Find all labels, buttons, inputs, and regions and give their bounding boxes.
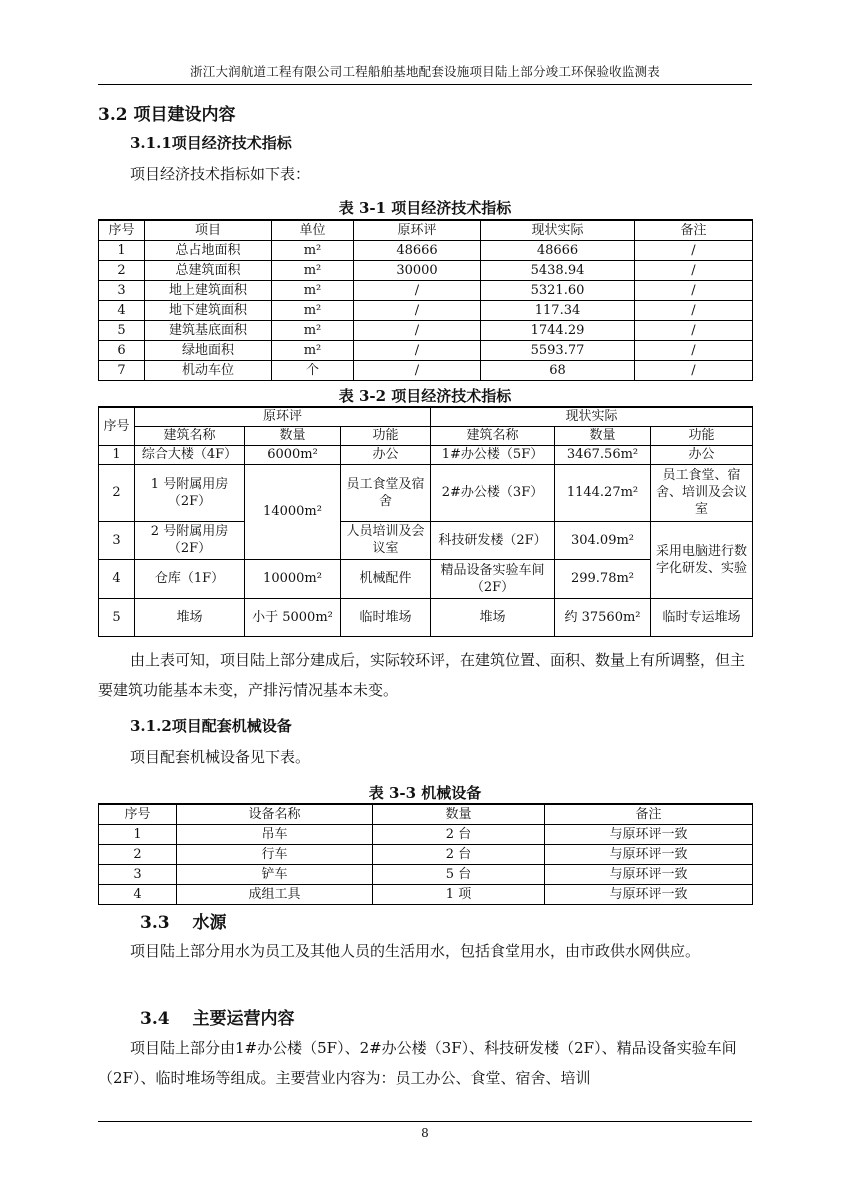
cell: 采用电脑进行数字化研发、实验 [651,521,753,598]
paragraph-after-table-3-2: 由上表可知，项目陆上部分建成后，实际较环评，在建筑位置、面积、数量上有所调整，但主要建筑功能基本未变，产排污情况基本未变。 [98,651,746,699]
cell: / [354,281,481,301]
table-header-cell: 单位 [272,220,354,241]
cell: 个 [272,361,354,381]
table-header-cell: 备注 [545,804,753,825]
table-3-3 [98,803,753,905]
section-3-1-2-title: 3.1.2项目配套机械设备 [130,717,292,735]
cell: 1144.27m² [555,464,651,521]
cell: 科技研发楼（2F） [431,521,555,559]
cell: m² [272,281,354,301]
table-row [99,261,753,281]
table-3-1-caption: 表 3-1 项目经济技术指标 [338,199,512,217]
table-row [99,521,753,559]
cell: 4 [99,301,145,321]
table-3-3-caption: 表 3-3 机械设备 [368,784,482,802]
cell: 1 [99,445,135,464]
table-row [99,825,753,845]
table-row [99,321,753,341]
subheader-cell: 功能 [651,426,753,445]
cell: / [635,261,753,281]
section-3-3-text: 项目陆上部分用水为员工及其他人员的生活用水，包括食堂用水，由市政供水网供应。 [130,942,701,960]
cell: 48666 [354,241,481,261]
subheader-cell: 功能 [341,426,431,445]
section-3-4-title: 3.4 主要运营内容 [140,1009,295,1029]
cell: 铲车 [177,865,373,885]
header-original: 原环评 [135,407,431,426]
table-row [99,445,753,464]
footer-rule [98,1121,752,1122]
subheader-cell: 数量 [555,426,651,445]
cell: 4 [99,885,177,905]
section-3-1-1-title: 3.1.1项目经济技术指标 [130,134,292,152]
cell: 2 [99,845,177,865]
subheader-cell: 建筑名称 [135,426,245,445]
table-row [99,845,753,865]
table-header-cell: 备注 [635,220,753,241]
cell: 1 项 [373,885,545,905]
cell: 7 [99,361,145,381]
cell: / [354,321,481,341]
cell: 综合大楼（4F） [135,445,245,464]
subheader-cell: 建筑名称 [431,426,555,445]
header-rule [98,84,752,85]
cell: / [635,341,753,361]
cell: 地下建筑面积 [145,301,272,321]
cell: / [354,341,481,361]
header-seq: 序号 [99,407,135,445]
table-header-cell: 项目 [145,220,272,241]
cell: 14000m² [245,464,341,559]
cell: 建筑基底面积 [145,321,272,341]
page-header: 浙江大润航道工程有限公司工程船舶基地配套设施项目陆上部分竣工环保验收监测表 [190,64,660,79]
table-row [99,464,753,521]
cell: 与原环评一致 [545,885,753,905]
cell: 5438.94 [481,261,635,281]
cell: 总建筑面积 [145,261,272,281]
cell: 临时堆场 [341,598,431,636]
table-header-cell: 序号 [99,220,145,241]
cell: 1#办公楼（5F） [431,445,555,464]
cell: 30000 [354,261,481,281]
cell: / [354,361,481,381]
cell: 与原环评一致 [545,865,753,885]
cell: 5 [99,321,145,341]
cell: / [635,301,753,321]
cell: 人员培训及会议室 [341,521,431,559]
table-header-cell: 原环评 [354,220,481,241]
cell: 1 [99,825,177,845]
section-3-2-title: 3.2 项目建设内容 [98,105,236,125]
cell: 成组工具 [177,885,373,905]
cell: 小于 5000m² [245,598,341,636]
cell: 48666 [481,241,635,261]
table-row [99,865,753,885]
cell: 6000m² [245,445,341,464]
cell: 304.09m² [555,521,651,559]
page-number: 8 [421,1126,429,1140]
cell: 6 [99,341,145,361]
section-3-1-1-intro: 项目经济技术指标如下表： [130,165,311,183]
table-header-cell: 序号 [99,804,177,825]
cell: 吊车 [177,825,373,845]
cell: 68 [481,361,635,381]
cell: 堆场 [135,598,245,636]
cell: / [635,361,753,381]
cell: m² [272,241,354,261]
cell: 绿地面积 [145,341,272,361]
cell: 2 [99,261,145,281]
cell: 机动车位 [145,361,272,381]
cell: m² [272,321,354,341]
cell: 2 台 [373,825,545,845]
table-3-1 [98,219,753,381]
cell: 5 台 [373,865,545,885]
cell: 行车 [177,845,373,865]
cell: 与原环评一致 [545,825,753,845]
cell: 3 [99,521,135,559]
cell: 员工食堂及宿舍 [341,464,431,521]
cell: 办公 [341,445,431,464]
table-header-cell: 数量 [373,804,545,825]
cell: 1 [99,241,145,261]
cell: 约 37560m² [555,598,651,636]
cell: 总占地面积 [145,241,272,261]
table-row [99,281,753,301]
cell: 1744.29 [481,321,635,341]
cell: 117.34 [481,301,635,321]
cell: 与原环评一致 [545,845,753,865]
cell: m² [272,341,354,361]
subheader-cell: 数量 [245,426,341,445]
cell: m² [272,261,354,281]
table-row [99,361,753,381]
table-header-cell: 设备名称 [177,804,373,825]
cell: 临时专运堆场 [651,598,753,636]
cell: / [635,281,753,301]
cell: 10000m² [245,559,341,598]
cell: 3 [99,281,145,301]
cell: 5321.60 [481,281,635,301]
cell: m² [272,301,354,321]
cell: 2 号附属用房（2F） [135,521,245,559]
cell: 5 [99,598,135,636]
cell: 机械配件 [341,559,431,598]
cell: 员工食堂、宿舍、培训及会议室 [651,464,753,521]
cell: 1 号附属用房（2F） [135,464,245,521]
table-row [99,241,753,261]
table-row [99,341,753,361]
section-3-3-title: 3.3 水源 [140,913,227,933]
cell: / [354,301,481,321]
table-row [99,885,753,905]
header-actual: 现状实际 [431,407,753,426]
cell: 仓库（1F） [135,559,245,598]
cell: 5593.77 [481,341,635,361]
cell: 2 台 [373,845,545,865]
section-3-1-2-intro: 项目配套机械设备见下表。 [130,748,311,766]
table-header-cell: 现状实际 [481,220,635,241]
cell: 4 [99,559,135,598]
cell: 3 [99,865,177,885]
cell: 堆场 [431,598,555,636]
cell: 精品设备实验车间（2F） [431,559,555,598]
cell: 办公 [651,445,753,464]
table-3-2-caption: 表 3-2 项目经济技术指标 [338,387,512,405]
section-3-4-text: 项目陆上部分由1#办公楼（5F）、2#办公楼（3F）、科技研发楼（2F）、精品设备实验车间（2F）、临时堆场等组成。主要营业内容为：员工办公、食堂、宿舍、培训 [98,1039,737,1087]
cell: 299.78m² [555,559,651,598]
cell: / [635,321,753,341]
cell: 2 [99,464,135,521]
cell: 3467.56m² [555,445,651,464]
cell: 2#办公楼（3F） [431,464,555,521]
table-row [99,598,753,636]
table-3-2 [98,406,753,637]
cell: / [635,241,753,261]
cell: 地上建筑面积 [145,281,272,301]
table-row [99,301,753,321]
